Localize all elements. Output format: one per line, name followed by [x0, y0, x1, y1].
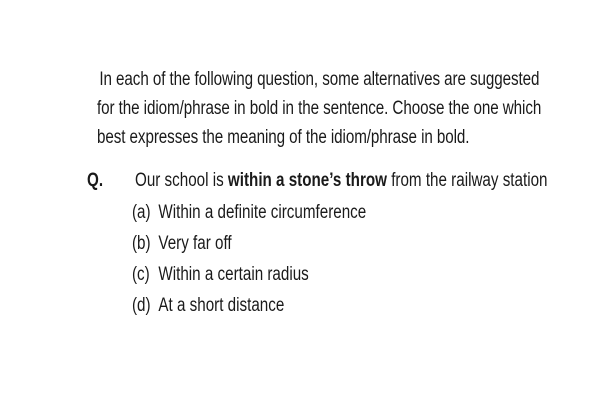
options-list — [132, 197, 366, 321]
question — [87, 166, 548, 195]
instruction-line: In each of the following question, some alternatives are suggested — [99, 69, 540, 90]
instruction-line: for the idiom/phrase in bold in the sentence. Choose the one which — [97, 98, 542, 119]
option-letter: (a) — [132, 202, 151, 223]
idiom-phrase: within a stone’s throw — [227, 170, 387, 191]
option-c[interactable] — [132, 259, 366, 290]
option-a[interactable] — [132, 197, 366, 228]
question-text-after: from the railway station — [386, 170, 548, 191]
instructions — [97, 65, 542, 152]
option-text: Very far off — [158, 233, 232, 254]
option-letter: (c) — [132, 264, 150, 285]
question-text-before: Our school is — [135, 170, 228, 191]
option-letter: (b) — [132, 233, 151, 254]
option-d[interactable] — [132, 290, 366, 321]
question-label: Q. — [87, 170, 104, 191]
option-text: At a short distance — [158, 295, 285, 316]
instruction-line: best expresses the meaning of the idiom/phrase in bold. — [97, 127, 470, 148]
option-text: Within a definite circumference — [158, 202, 367, 223]
option-letter: (d) — [132, 295, 151, 316]
question-text — [135, 170, 547, 191]
option-text: Within a certain radius — [158, 264, 309, 285]
option-b[interactable] — [132, 228, 366, 259]
